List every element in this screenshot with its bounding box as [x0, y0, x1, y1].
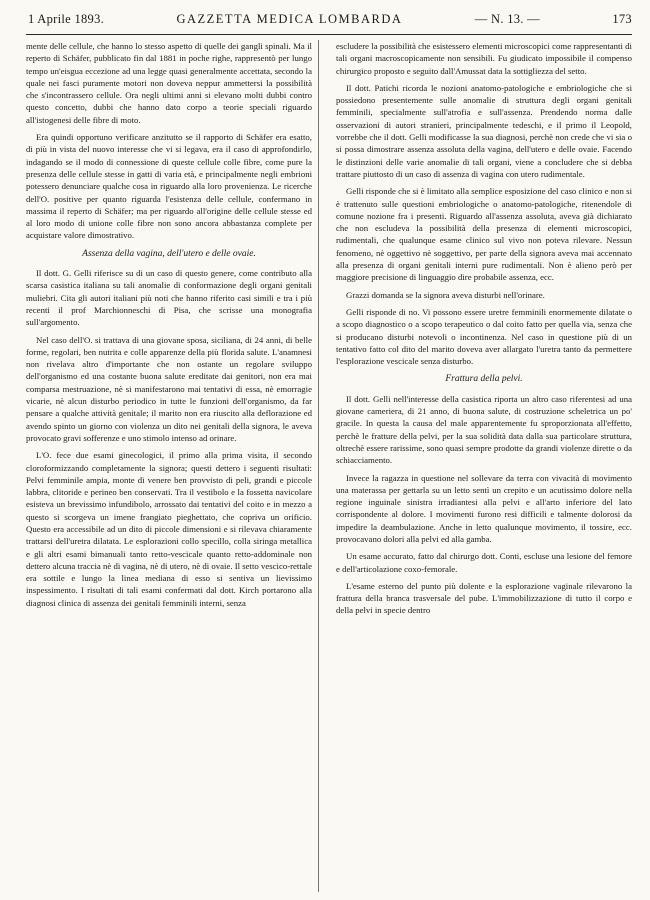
right-paragraph-3: Gelli risponde che si è limitato alla semplice esposizione del caso clinico e non si è trattenuto sulle questioni embriologiche o anatomo-patologiche, ritenendole di comune nozione fra i presenti. Riguardo all'assenza assoluta, aveva già dichiarato che non escludeva la possibilità della presenza di elementi microscopici, rudimentali, che qualunque esame clinico sul vivo non poteva rilevare. Nessun fenomeno, nè oggettivo nè soggettivo, per parte della signora aveva mai accennato alla presenza di organi genitali interni pure rudimentali. Non è alieno però per maggiore precisione di linguaggio dire probabile assenza, ecc. [336, 186, 632, 283]
left-paragraph-5: L'O. fece due esami ginecologici, il primo alla prima visita, il secondo cloroformizzando completamente la signora; questi dettero i seguenti risultati: Pelvi femminile ampia, monte di venere ben provvisto di peli, grandi e piccole labbra, clitoride e perineo ben conservati. Tra il vestibolo e la fossetta navicolare esisteva un brevissimo infundibolo, arrossato dai tentativi del coito e in mezzo a questo si scorgeva un imene frangiato pieghettato, che copriva un orificio. Questo era accessibile ad un dito di piccole dimensioni e si rilevava chiaramente trattarsi dell'uretra dilatata. Le esplorazioni collo specillo, colla siringa metallica e gli altri esami bimanuali tanto retto-vescicale quanto retto-addominale non dettero alcuna traccia nè di vagina, nè di utero, nè di ovaie. Il setto vescico-rettale era sottile e lungo la linea mediana di esso si sentiva un lievissimo inspessimento. I risultati di tali esami confermati dal dott. Kirch portarono alla diagnosi clinica di assenza dei genitali femminili interni, senza [26, 450, 312, 608]
left-paragraph-4: Nel caso dell'O. si trattava di una giovane sposa, siciliana, di 24 anni, di belle forme, regolari, ben nutrita e colle apparenze della più florida salute. L'anamnesi non rivelava altro d'importante che non ostante un regolare sviluppo dell'organismo ed una costante buona salute ereditate dai genitori, non era mai comparsa mestruazione, nè si manifestarono mai tentativi di essa, nè emorragie vicarie, nè alcun disturbo periodico in tutte le funzioni dell'organismo, da far pensare a qualche attività genitale; il marito non era riuscito alla deflorazione ed avendo spinto un giorno con violenza un dito nei genitali della signora, le aveva provocato gravi sofferenze e uno stimolo intenso ad orinare. [26, 334, 312, 443]
page-header [28, 12, 632, 32]
header-title: GAZZETTA MEDICA LOMBARDA [176, 12, 403, 26]
header-issue: — N. 13. — [474, 12, 540, 26]
section-heading-vagina: Assenza della vagina, dell'utero e delle ovaie. [82, 248, 256, 259]
text-columns [26, 40, 632, 892]
right-paragraph-4: Grazzi domanda se la signora aveva disturbi nell'orinare. [346, 289, 545, 300]
right-column [336, 40, 632, 892]
right-paragraph-8: Un esame accurato, fatto dal chirurgo dott. Conti, escluse una lesione del femore e dell'articolazione coxo-femorale. [336, 551, 632, 574]
header-date: 1 Aprile 1893. [28, 12, 105, 26]
right-paragraph-5: Gelli risponde di no. Vi possono essere uretre femminili enormemente dilatate o a scopo diagnostico o a scopo terapeutico o dal coito fatto per quella via, senza che si producano disturbi notevoli o incontinenza. Nel caso in questione più di un tentativo fatto col dito del marito doveva aver allargato l'uretra tanto da permettere l'esplorazione vescicale senza disturbo. [336, 306, 632, 367]
right-paragraph-7: Invece la ragazza in questione nel sollevare da terra con vivacità di movimento una materassa per gettarla su un letto sentì un crepito e un acutissimo dolore nella regione inguinale sinistra irradiantesi alla pelvi e all'arto inferiore del lato corrispondente al dolore. I movimenti furono resi difficili e talmente dolorosi da impedire la deambulazione. Anche in letto qualunque movimento, il tossire, ecc. provocavano dolori alla pelvi ed alla gamba. [336, 472, 632, 544]
right-paragraph-6: Il dott. Gelli nell'interesse della casistica riporta un altro caso riferentesi ad una giovane cameriera, di 21 anno, di buona salute, di costruzione scheletrica un po' gracile. In questa la causa del male apparentemente fu sproporzionata all'effetto, perchè le fratture della pelvi, per la sua solidità data dalla sua particolare struttura, oltrechè essere rarissime, sono quasi sempre prodotte da grandi violenze dirette o da schiacciamento. [336, 393, 632, 466]
header-rule [26, 34, 632, 35]
left-column [26, 40, 319, 892]
right-paragraph-2: Il dott. Patichi ricorda le nozioni anatomo-patologiche e embriologiche che si possiedono presentemente sulle anomalie di struttura degli organi genitali femminili, specialmente sull'atrofia e sull'assenza. Prendendo norma dalle osservazioni di autori stranieri, principalmente tedeschi, e il primo il Leopold, vorrebbe che il dott. Gelli modificasse la sua diagnosi, perchè non crede che vi sia o si possa dimostrare assenza assoluta della vagina, dell'utero e delle ovaie. Facendo le distinzioni delle varie anomalie di tali organi, viene a concludere che si debba trattare piuttosto di un caso di assenza di vagina con utero rudimentale. [336, 82, 632, 179]
left-paragraph-3: Il dott. G. Gelli riferisce su di un caso di questo genere, come contributo alla scarsa casistica italiana su tali anomalie di conformazione degli organi genitali muliebri. Cita gli autori italiani più noti che hanno riferito casi simili e tra i più recenti il prof Marchionneschi di Pisa, che scrisse una monografia sull'argomento. [26, 268, 312, 328]
right-paragraph-1: escludere la possibilità che esistessero elementi microscopici come rappresentanti di tali organi macroscopicamente non sensibili. Fu giudicato impossibile il compenso chirurgico proposto e seguito dall'Amussat data la sottigliezza del setto. [336, 41, 632, 76]
right-paragraph-9: L'esame esterno del punto più dolente e la esplorazione vaginale rilevarono la frattura della branca trasversale del pube. L'immobilizzazione di tutto il corpo e della pelvi in specie dentro [336, 580, 632, 616]
left-paragraph-1: mente delle cellule, che hanno lo stesso aspetto di quelle dei gangli spinali. Ma il reperto di Schäfer, pubblicato fin dal 1881 in poche righe, rappresentò per lungo tempo un'eisgua eccezione ad una legge quasi generalmente accettata, secondo la quale nei fasci puramente motori non doveva neppur ammettersi la possibilità che s'incontrassero cellule. Ora negli ultimi anni si elevano molti dubbi contro questo concetto, dubbi che hanno dato corpo a teorie speciali riguardo all'istogenesi delle fibre di moto. [26, 41, 312, 125]
header-page-number: 173 [612, 12, 632, 26]
section-heading-pelvi: Frattura della pelvi. [445, 374, 523, 385]
left-paragraph-2: Era quindi opportuno verificare anzitutto se il rapporto di Schäfer era esatto, di più in vista del nuovo interesse che vi si legava, era il caso di approfondirlo, indagando se il modo di connessione di queste cellule colle fibre, come pure la presenza delle cellule stesse in gatti di varia età, e principalmente negli embrioni potessero denunciare qualche cosa in riguardo alla loro provenienza. Le ricerche dell'O. positive per quanto riguarda l'esistenza delle cellule, confermano in massima il reperto di Schäfer; ma per riguardo all'origine delle cellule stesse ed al loro modo di unione colle fibre non sono ancora abbastanza complete per acquistare valore dimostrativo. [26, 132, 312, 241]
